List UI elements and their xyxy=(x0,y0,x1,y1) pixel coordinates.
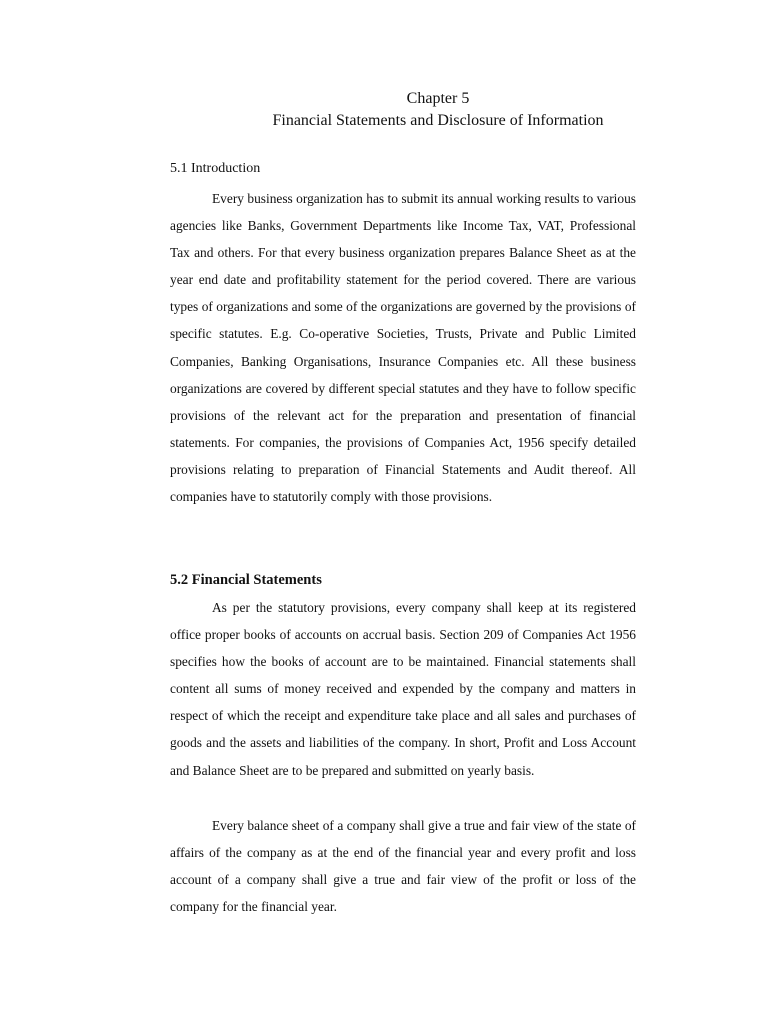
financial-statements-paragraph-1: As per the statutory provisions, every company shall keep at its registered office proper books of accounts on accrual basis. Section 209 of Companies Act 1956 specifies how the books of account are to be maintained. Financial statements shall content all sums of money received and expended by the company and matters in respect of which the receipt and expenditure take place and all sales and purchases of goods and the assets and liabilities of the company. In short, Profit and Loss Account and Balance Sheet are to be prepared and submitted on yearly basis. xyxy=(170,600,636,778)
chapter-title: Financial Statements and Disclosure of Information xyxy=(272,112,604,129)
introduction-paragraph: Every business organization has to submit its annual working results to various agencies like Banks, Government Departments like Income Tax, VAT, Professional Tax and others. For that every business organization prepares Balance Sheet as at the year end date and profitability statement for the period covered. There are various types of organizations and some of the organizations are governed by the provisions of specific statutes. E.g. Co-operative Societies, Trusts, Private and Public Limited Companies, Banking Organisations, Insurance Companies etc. All these business organizations are covered by different special statutes and they have to follow specific provisions of the relevant act for the preparation and presentation of financial statements. For companies, the provisions of Companies Act, 1956 specify detailed provisions relating to preparation of Financial Statements and Audit thereof. All companies have to statutorily comply with those provisions. xyxy=(170,191,636,505)
section-heading-introduction: 5.1 Introduction xyxy=(170,161,261,176)
section-heading-financial-statements: 5.2 Financial Statements xyxy=(170,572,322,588)
financial-statements-paragraph-2: Every balance sheet of a company shall give a true and fair view of the state of affairs of the company as at the end of the financial year and every profit and loss account of a company shall give a true and fair view of the profit or loss of the company for the financial year. xyxy=(170,818,636,915)
document-page xyxy=(170,0,636,1024)
chapter-number: Chapter 5 xyxy=(406,90,470,107)
